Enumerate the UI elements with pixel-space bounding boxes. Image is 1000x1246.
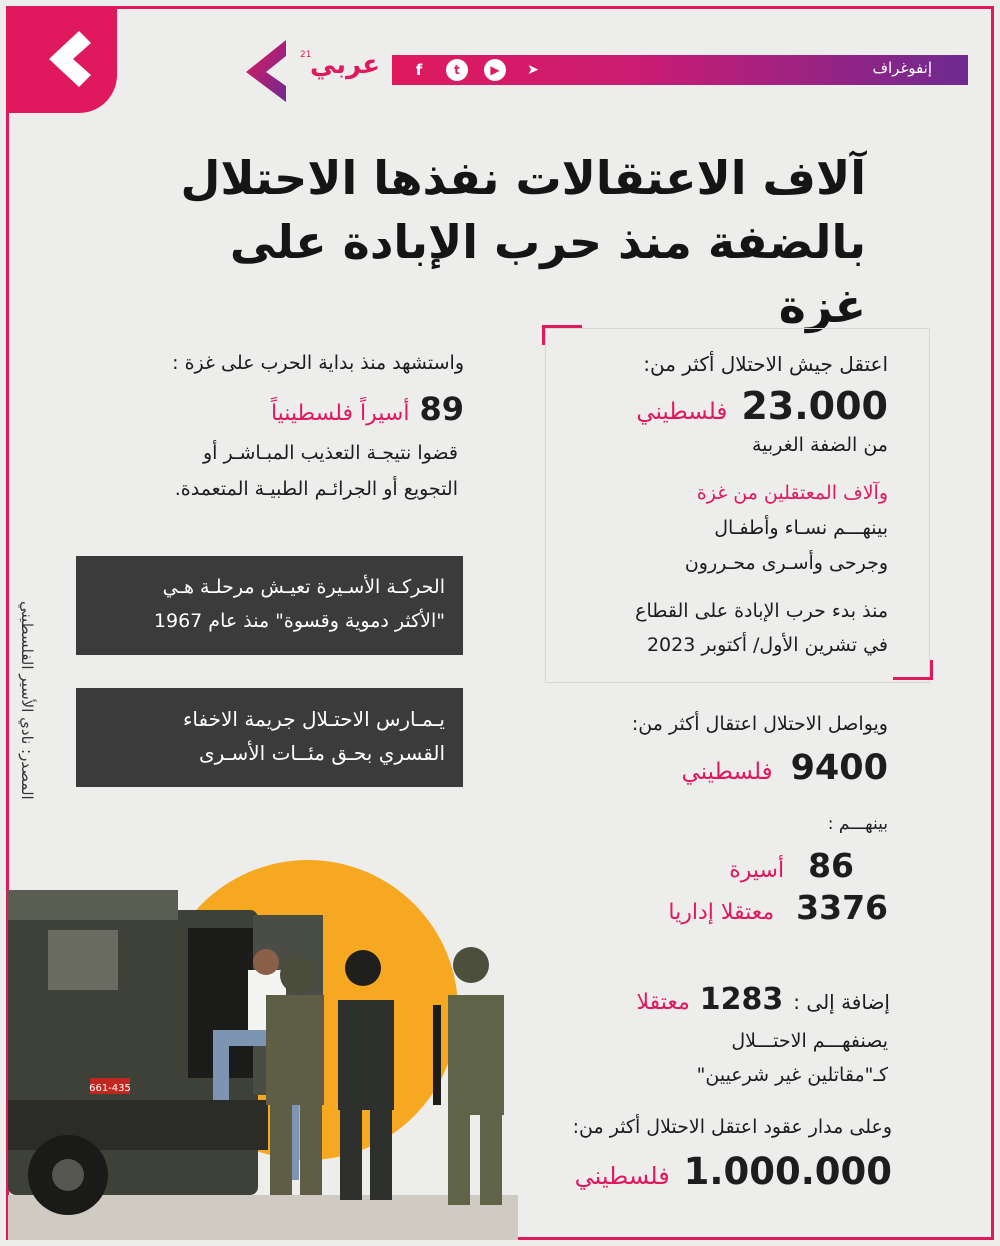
stat-box <box>545 328 930 683</box>
brand-logo[interactable] <box>240 36 380 106</box>
stat-still: ويواصل الاحتلال اعتقال أكثر من: <box>631 713 888 735</box>
stat-count-2: 9400 <box>790 748 888 788</box>
telegram-icon[interactable]: ➤ <box>527 62 539 78</box>
stat-row-6 <box>575 1150 892 1193</box>
info-box-2-line-1: يـمـارس الاحتـلال جريمة الاخفاء <box>183 707 445 731</box>
stat-intro: اعتقل جيش الاحتلال أكثر من: <box>643 352 888 376</box>
stat-row-4 <box>668 888 888 927</box>
martyrs-cause-1: قضوا نتيجـة التعذيب المبـاشـر أو <box>202 442 458 464</box>
stat-unit-1: فلسطيني <box>636 399 728 425</box>
arrest-photo <box>8 850 518 1240</box>
stat-count-1: 23.000 <box>741 384 888 428</box>
facebook-icon[interactable]: f <box>415 61 423 79</box>
martyrs-cause-2: التجويع أو الجرائـم الطبيـة المتعمدة. <box>174 478 458 500</box>
stat-unit-6: فلسطيني <box>574 1162 670 1190</box>
info-box-2-line-2: القسري بحـق مئــات الأسـرى <box>198 741 445 765</box>
section-label: إنفوغراف <box>872 59 932 77</box>
brand-name: عربي <box>310 50 381 80</box>
stat-class-2: كـ"مقاتلين غير شرعيين" <box>696 1064 888 1086</box>
headline-line-2: بالضفة منذ حرب الإبادة على غزة <box>229 215 866 333</box>
martyrs-row <box>271 390 464 428</box>
brand-chevron-icon <box>240 36 300 106</box>
stat-unit-2: فلسطيني <box>681 759 773 785</box>
youtube-icon[interactable]: ▶ <box>484 59 506 81</box>
headline-line-1: آلاف الاعتقالات نفذها الاحتلال <box>180 151 866 205</box>
vehicle-plate: 661-435 <box>89 1083 131 1094</box>
info-box-2 <box>76 688 463 787</box>
headline <box>166 146 866 338</box>
corner-mark-bottom-right <box>893 660 933 680</box>
stat-row-2 <box>682 748 888 788</box>
stat-unit-5: معتقلا <box>636 990 690 1015</box>
stat-class-1: يصنفهـــم الاحتـــلال <box>731 1030 888 1052</box>
martyrs-count: 89 <box>419 390 464 428</box>
info-box-1-line-1: الحركـة الأسـيرة تعيـش مرحلـة هـي <box>162 576 445 598</box>
stat-decades: وعلى مدار عقود اعتقل الاحتلال أكثر من: <box>572 1116 892 1138</box>
info-box-1-line-2: "الأكثر دموية وقسوة" منذ عام 1967 <box>153 610 445 632</box>
stat-unit-3: أسيرة <box>729 858 785 883</box>
stat-row-1 <box>636 384 888 428</box>
stat-count-4: 3376 <box>796 888 888 927</box>
corner-logo-tab <box>9 9 117 113</box>
stat-since-1: منذ بدء حرب الإبادة على القطاع <box>635 600 888 622</box>
stat-gaza: وآلاف المعتقلين من غزة <box>696 482 888 504</box>
twitter-icon[interactable]: t <box>446 59 468 81</box>
stat-region: من الضفة الغربية <box>752 434 888 456</box>
stat-among-3: بينهـــم : <box>827 814 888 834</box>
stat-unit-4: معتقلا إداريا <box>668 900 775 925</box>
info-box-1 <box>76 556 463 655</box>
stat-count-3: 86 <box>808 846 854 885</box>
stat-among-2: وجرحى وأسـرى محـررون <box>684 552 888 574</box>
arabi21-mark-icon <box>9 9 117 113</box>
stat-row-3 <box>729 846 854 885</box>
arrest-scene-illustration <box>8 850 518 1240</box>
source-credit: المصدر: نادي الأسير الفلسطيني <box>18 601 36 800</box>
martyrs-unit: أسيراً فلسطينياً <box>270 401 410 426</box>
stat-addition: إضافة إلى : <box>793 990 890 1014</box>
stat-count-6: 1.000.000 <box>683 1150 892 1193</box>
stat-row-5 <box>637 982 891 1017</box>
martyrs-intro: واستشهد منذ بداية الحرب على غزة : <box>172 352 464 374</box>
stat-count-5: 1283 <box>699 982 784 1017</box>
corner-mark-top-left <box>542 325 582 345</box>
stat-since-2: في تشرين الأول/ أكتوبر 2023 <box>646 634 888 656</box>
top-bar <box>392 55 968 85</box>
stat-among-1: بينهـــم نسـاء وأطفـال <box>714 517 888 539</box>
brand-superscript: 21 <box>300 50 312 60</box>
